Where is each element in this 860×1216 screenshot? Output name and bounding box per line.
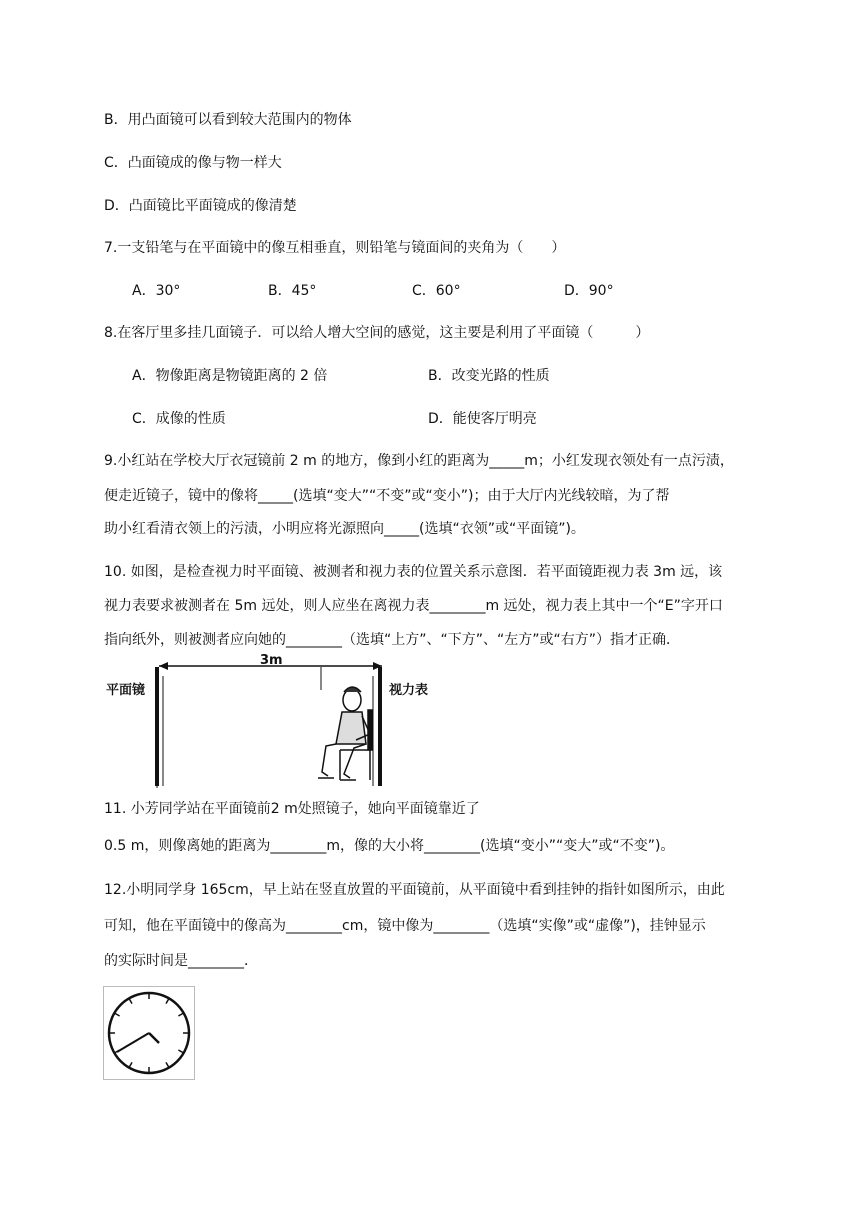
- q8-option-b: B．改变光路的性质: [428, 368, 550, 384]
- q7-option-b: B．45°: [268, 283, 317, 299]
- question-11-line-1: 11. 小芳同学站在平面镜前2 m处照镜子，她向平面镜靠近了: [104, 801, 480, 817]
- question-11-line-2: 0.5 m，则像离她的距离为________m，像的大小将________(选填“变小”“变大”或“不变”)。: [104, 838, 675, 854]
- question-10-line-3: 指向纸外，则被测者应向她的________（选填“上方”、“下方”、“左方”或“右方”）指才正确．: [104, 632, 681, 648]
- q8-option-d: D．能使客厅明亮: [428, 411, 537, 427]
- mirror-label: 平面镜: [106, 683, 146, 698]
- dimension-arrow-left: [159, 662, 168, 670]
- question-12-line-2: 可知，他在平面镜中的像高为________cm，镜中像为________（选填“实像”或“虚像”)，挂钟显示: [104, 918, 706, 934]
- c-option: C．凸面镜成的像与物一样大: [104, 155, 282, 171]
- eye-test-figure: [104, 652, 444, 788]
- q8-option-a: A．物像距离是物镜距离的 2 倍: [132, 368, 328, 384]
- q7-option-d: D．90°: [564, 283, 614, 299]
- distance-label: 3m: [260, 653, 283, 668]
- question-10-line-2: 视力表要求被测者在 5m 远处，则人应坐在离视力表________m 远处，视力表上其中一个“E”字开口: [104, 598, 723, 614]
- question-9-line-3: 助小红看清衣领上的污渍，小明应将光源照向_____(选填“衣领”或“平面镜”)。: [104, 521, 585, 537]
- q7-option-c: C．60°: [412, 283, 461, 299]
- question-9-line-1: 9.小红站在学校大厅衣冠镜前 2 m 的地方，像到小红的距离为_____m；小红发现衣领处有一点污渍，: [104, 453, 734, 469]
- q7-option-a: A．30°: [132, 283, 181, 299]
- chart-label: 视力表: [389, 683, 429, 698]
- q8-option-c: C．成像的性质: [132, 411, 226, 427]
- clock-figure: [103, 986, 195, 1080]
- question-8: 8.在客厅里多挂几面镜子．可以给人增大空间的感觉，这主要是利用了平面镜（ ）: [104, 325, 650, 341]
- question-12-line-3: 的实际时间是________．: [104, 953, 258, 969]
- question-9-line-2: 便走近镜子，镜中的像将_____(选填“变大”“不变”或“变小”)；由于大厅内光线较暗，为了帮: [104, 488, 670, 504]
- question-12-line-1: 12.小明同学身 165cm，早上站在竖直放置的平面镜前，从平面镜中看到挂钟的指针如图所示，由此: [104, 882, 725, 898]
- question-7: 7.一支铅笔与在平面镜中的像互相垂直，则铅笔与镜面间的夹角为（ ）: [104, 240, 566, 256]
- seated-person: [318, 687, 372, 780]
- b-option: B．用凸面镜可以看到较大范围内的物体: [104, 112, 352, 128]
- question-10-line-1: 10. 如图，是检查视力时平面镜、被测者和视力表的位置关系示意图．若平面镜距视力表 3m 远，该: [104, 564, 723, 580]
- d-option: D．凸面镜比平面镜成的像清楚: [104, 198, 297, 214]
